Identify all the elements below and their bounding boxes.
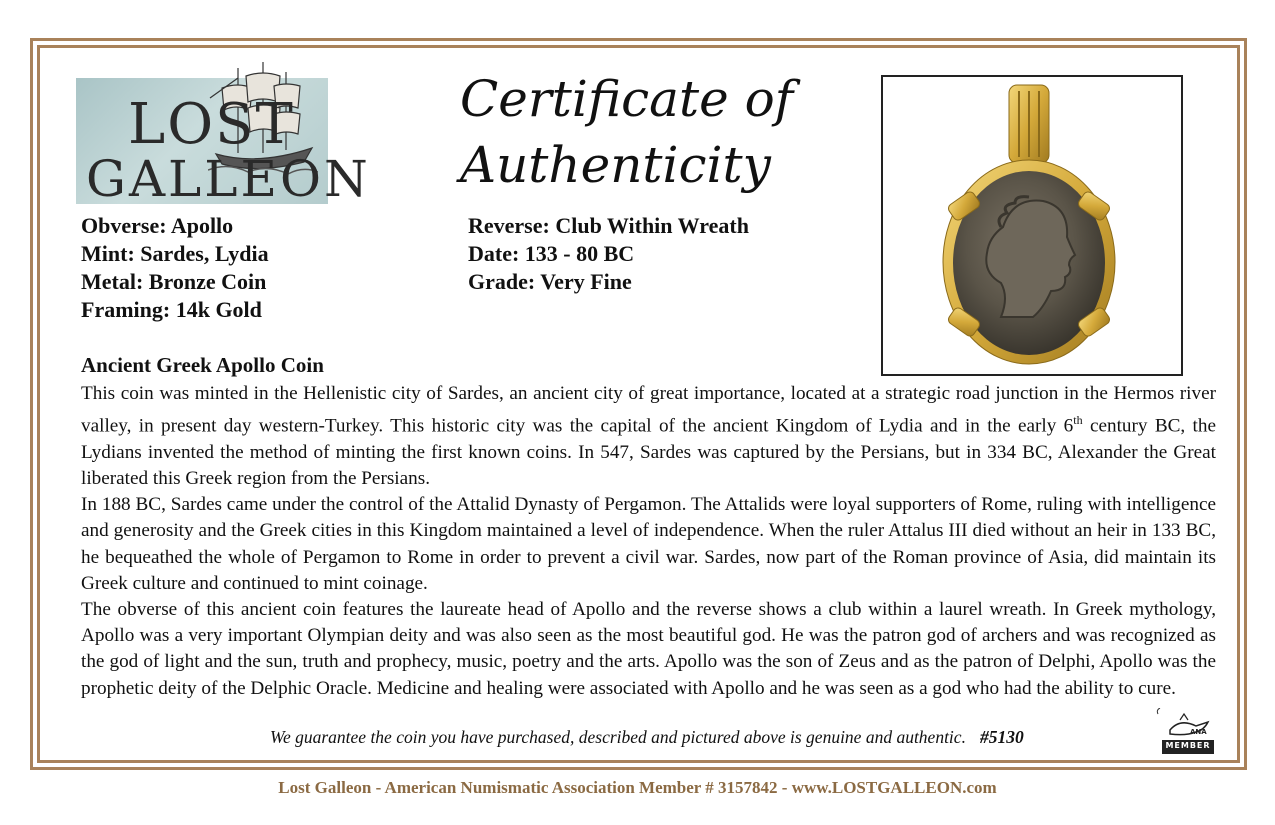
spec-obverse: Obverse: Apollo bbox=[81, 213, 234, 238]
paragraph-1-text-a: This coin was minted in the Hellenistic city of Sardes, an ancient city of great importance, located at a strategic road junction in the Hermos river valley, in present day western-Turkey. This historic city was the capital of the ancient Kingdom of Lydia and in the early 6 bbox=[81, 383, 1216, 437]
ana-member-badge bbox=[1150, 708, 1222, 761]
specs-right-column bbox=[468, 212, 749, 296]
certificate-number: #5130 bbox=[979, 727, 1024, 747]
title-line-1: Certificate of bbox=[460, 70, 794, 128]
coin-description-body bbox=[81, 381, 1216, 702]
specs-left-column bbox=[81, 212, 269, 324]
coin-pendant-image bbox=[881, 75, 1183, 376]
coin-description-heading: Ancient Greek Apollo Coin bbox=[81, 353, 324, 377]
coin-pendant-icon bbox=[883, 77, 1181, 374]
ana-badge-top-text: ANA bbox=[1190, 728, 1207, 736]
spec-grade: Grade: Very Fine bbox=[468, 269, 632, 294]
paragraph-1-text-b: century BC, the Lydians invented the method of minting the first known coins. In 547, Sardes was captured by the Persians, but in 334 BC, Alexander the Great liberated this Greek region from the Persians. bbox=[81, 415, 1216, 489]
ana-badge-bottom-text: MEMBER bbox=[1165, 741, 1211, 750]
ordinal-superscript: th bbox=[1073, 413, 1083, 428]
guarantee-text: We guarantee the coin you have purchased, described and pictured above is genuine and authentic. bbox=[270, 727, 966, 747]
certificate-footer: Lost Galleon - American Numismatic Association Member # 3157842 - www.LOSTGALLEON.com bbox=[278, 778, 997, 797]
lost-galleon-logo bbox=[76, 58, 371, 208]
description-paragraph-3: The obverse of this ancient coin features the laureate head of Apollo and the reverse shows a club within a laurel wreath. In Greek mythology, Apollo was a very important Olympian deity and was also seen as the most beautiful god. He was the patron god of archers and was recognized as the god of light and the sun, truth and prophecy, music, poetry and the arts. Apollo was the son of Zeus and as the patron of Delphi, Apollo was the prophetic deity of the Delphic Oracle. Medicine and healing were associated with Apollo and he was seen as a god who had the ability to cure. bbox=[81, 599, 1216, 699]
description-paragraph-2: In 188 BC, Sardes came under the control of the Attalid Dynasty of Pergamon. The Attalids were loyal supporters of Rome, ruling with intelligence and generosity and the Greek cities in this Kingdom maintained a level of independence. When the ruler Attalus III died without an heir in 133 BC, he bequeathed the whole of Pergamon to Rome in order to prevent a civil war. Sardes, now part of the Roman province of Asia, did maintain its Greek culture and continued to mint coinage. bbox=[81, 494, 1216, 594]
guarantee-statement bbox=[270, 727, 1024, 748]
spec-metal: Metal: Bronze Coin bbox=[81, 269, 267, 294]
description-paragraph-1 bbox=[81, 381, 1216, 492]
logo-text-galleon: GALLEON bbox=[86, 150, 371, 208]
certificate-title bbox=[460, 66, 820, 198]
spec-date: Date: 133 - 80 BC bbox=[468, 241, 635, 266]
logo-text-lost: LOST bbox=[128, 92, 295, 157]
spec-mint: Mint: Sardes, Lydia bbox=[81, 241, 269, 266]
title-line-2: Authenticity bbox=[460, 136, 771, 194]
spec-framing: Framing: 14k Gold bbox=[81, 297, 262, 322]
spec-reverse: Reverse: Club Within Wreath bbox=[468, 213, 749, 238]
